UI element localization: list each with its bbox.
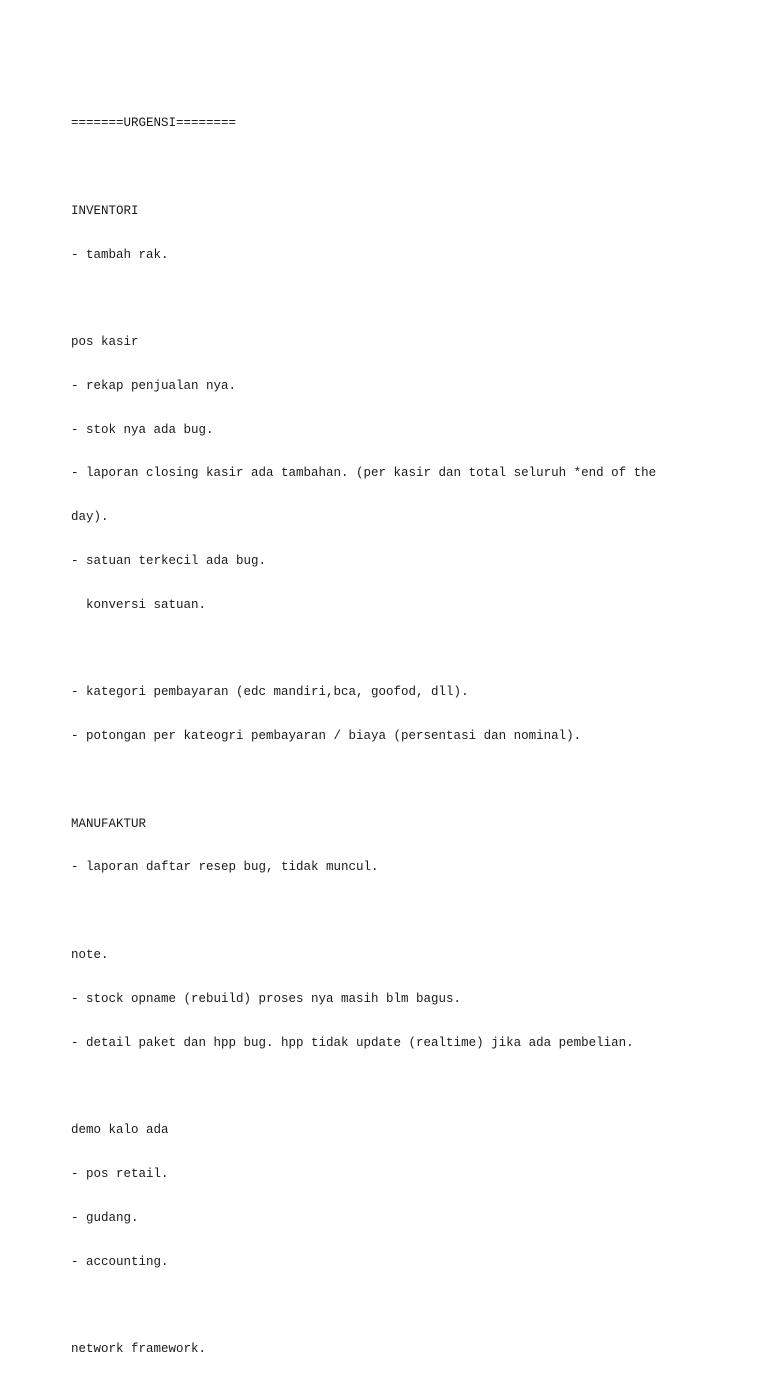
list-item: - stok nya ada bug. <box>71 422 214 437</box>
list-item-continuation: day). <box>71 510 109 525</box>
section-heading-pos-kasir: pos kasir <box>71 335 139 350</box>
list-item: - accounting. <box>71 1254 169 1269</box>
list-item-continuation: konversi satuan. <box>71 597 207 612</box>
blank-line <box>71 1298 711 1313</box>
list-item: - laporan closing kasir ada tambahan. (per kasir dan total seluruh *end of the <box>71 466 657 481</box>
closing-line: network framework. <box>71 1342 207 1357</box>
list-item: - potongan per kateogri pembayaran / biaya (persentasi dan nominal). <box>71 729 582 744</box>
document-text <box>71 87 711 1386</box>
section-heading-inventori: INVENTORI <box>71 203 139 218</box>
list-item: - pos retail. <box>71 1166 169 1181</box>
blank-line <box>71 291 711 306</box>
section-heading-demo: demo kalo ada <box>71 1123 169 1138</box>
blank-line <box>71 642 711 657</box>
list-item: - tambah rak. <box>71 247 169 262</box>
list-item: - kategori pembayaran (edc mandiri,bca, goofod, dll). <box>71 685 469 700</box>
blank-line <box>71 904 711 919</box>
list-item: - satuan terkecil ada bug. <box>71 554 267 568</box>
list-item: - stock opname (rebuild) proses nya masih blm bagus. <box>71 991 462 1006</box>
section-heading-manufaktur: MANUFAKTUR <box>71 816 147 831</box>
list-item: - laporan daftar resep bug, tidak muncul. <box>71 860 379 875</box>
blank-line <box>71 773 711 788</box>
list-item: - rekap penjualan nya. <box>71 378 237 393</box>
blank-line <box>71 1079 711 1094</box>
blank-line <box>71 160 711 175</box>
list-item: - detail paket dan hpp bug. hpp tidak update (realtime) jika ada pembelian. <box>71 1035 634 1050</box>
heading-urgensi: =======URGENSI======== <box>71 116 237 131</box>
list-item: - gudang. <box>71 1210 139 1225</box>
section-heading-note: note. <box>71 948 109 963</box>
